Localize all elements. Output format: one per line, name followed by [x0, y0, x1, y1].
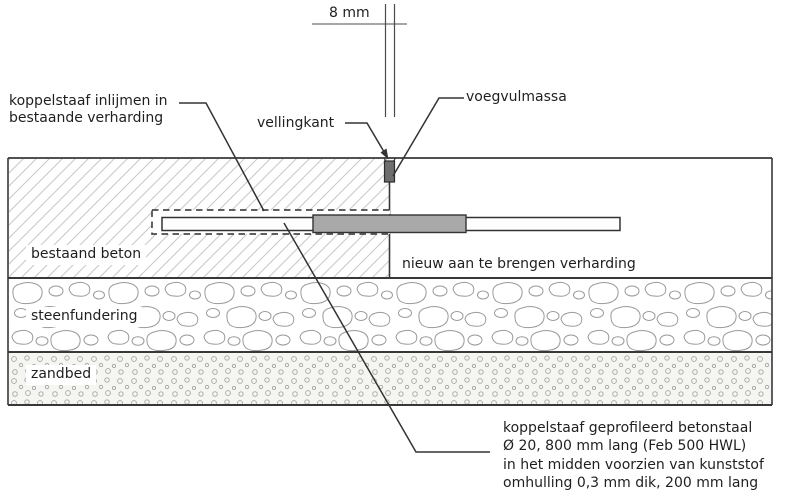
new-pavement-label: nieuw aan te brengen verharding — [402, 256, 636, 272]
glue-note-line2: bestaande verharding — [9, 110, 164, 126]
dowel-bar-plastic-sleeve — [313, 215, 466, 233]
glue-note-line1: koppelstaaf inlijmen in — [9, 93, 168, 109]
dowel-note-line4: omhulling 0,3 mm dik, 200 mm lang — [503, 475, 759, 492]
dowel-note-line1: koppelstaaf geprofileerd betonstaal — [503, 420, 753, 436]
vellingkant-leader-line — [345, 123, 387, 156]
voegvulmassa-label: voegvulmassa — [466, 89, 567, 105]
vellingkant-label: vellingkant — [257, 115, 335, 131]
dowel-note-label — [503, 419, 764, 493]
dowel-note-line3: in het midden voorzien van kunststof — [503, 456, 764, 473]
sand-bed-area — [9, 353, 772, 404]
existing-concrete-label: bestaand beton — [26, 245, 146, 265]
stone-foundation-label: steenfundering — [26, 307, 142, 327]
sand-bed-label: zandbed — [26, 365, 96, 385]
glue-note-label — [9, 93, 168, 127]
dowel-bar — [162, 215, 620, 233]
joint-width-dimension-label: 8 mm — [329, 5, 370, 21]
joint-filler-rect — [385, 161, 395, 182]
dowel-note-line2: Ø 20, 800 mm lang (Feb 500 HWL) — [503, 438, 747, 455]
